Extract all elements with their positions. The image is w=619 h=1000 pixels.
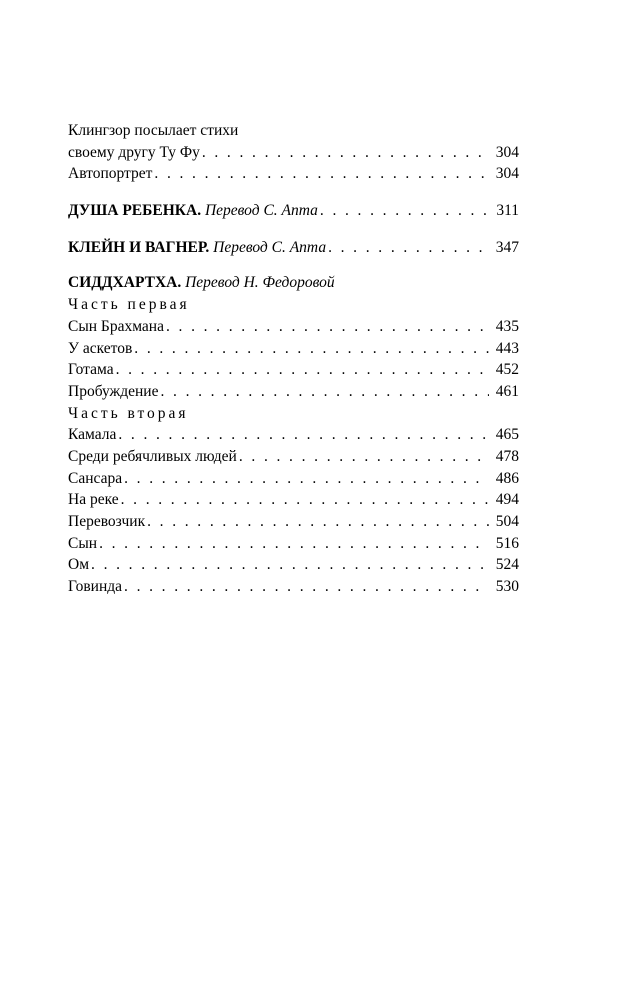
toc-entry-selfportrait[interactable] (68, 163, 519, 185)
toc-entry[interactable] (68, 468, 519, 490)
table-of-contents (68, 120, 519, 598)
toc-entry-title: Перевозчик (68, 513, 146, 530)
toc-entry-klein-wagner[interactable] (68, 237, 519, 259)
dot-leader (124, 576, 489, 598)
toc-entry-title-line: Клингзор посылает стихи (68, 122, 239, 139)
dot-leader (91, 554, 489, 576)
toc-entry-title: На реке (68, 491, 119, 509)
toc-page-number: 524 (495, 556, 519, 574)
toc-entry-title: Говинда (68, 578, 123, 596)
dot-leader (239, 446, 489, 468)
toc-entry-title: Среди ребячливых людей (68, 447, 237, 465)
toc-page-number: 435 (495, 317, 519, 335)
toc-page-number: 494 (495, 491, 519, 509)
dot-leader (154, 163, 489, 185)
toc-entry[interactable] (68, 554, 519, 576)
toc-page-number: 516 (495, 534, 519, 552)
part-two-list (68, 424, 519, 598)
dot-leader (166, 316, 489, 338)
dot-leader (118, 424, 489, 446)
toc-entry[interactable] (68, 359, 519, 381)
toc-entry-title: Пробуждение (68, 382, 159, 400)
dot-leader (99, 533, 489, 555)
dot-leader (202, 142, 489, 164)
work-title: ДУША РЕБЕНКА. (68, 202, 202, 220)
toc-entry-title: Готама (68, 361, 114, 379)
part-one-list (68, 316, 519, 403)
toc-entry[interactable] (68, 381, 519, 403)
translator-credit: Перевод Н. Федоровой (185, 274, 335, 292)
translator-credit: Перевод С. Апта (213, 238, 327, 256)
toc-entry[interactable] (68, 446, 519, 468)
toc-section-siddhartha (68, 272, 519, 294)
toc-entry-title: своему другу Ту Фу (68, 143, 200, 161)
dot-leader (134, 338, 489, 360)
toc-entry[interactable] (68, 533, 519, 555)
toc-entry-title: У аскетов (68, 339, 133, 357)
toc-entry[interactable] (68, 576, 519, 598)
toc-entry[interactable] (68, 511, 519, 533)
toc-entry-title: Сын Брахмана (68, 317, 164, 335)
work-title: КЛЕЙН И ВАГНЕР. (68, 238, 210, 256)
toc-page-number: 465 (495, 426, 519, 444)
toc-entry[interactable] (68, 424, 519, 446)
part-heading: Часть вторая (68, 404, 189, 422)
dot-leader (121, 489, 489, 511)
dot-leader (328, 237, 489, 259)
toc-page-number: 304 (495, 165, 519, 183)
part-heading: Часть первая (68, 296, 190, 314)
toc-page-number: 478 (495, 447, 519, 465)
toc-page-number: 530 (495, 578, 519, 596)
toc-entry-title: Ом (68, 556, 90, 574)
toc-entry-title: Автопортрет (68, 165, 153, 183)
toc-page-number: 347 (495, 238, 519, 256)
toc-page-number: 486 (495, 469, 519, 487)
dot-leader (147, 511, 489, 533)
toc-page-number: 504 (495, 513, 519, 530)
dot-leader (160, 381, 489, 403)
dot-leader (116, 359, 489, 381)
toc-entry-klingsor[interactable] (68, 142, 519, 164)
toc-page-number: 443 (495, 339, 519, 357)
toc-entry-title: Камала (68, 426, 117, 444)
translator-credit: Перевод С. Апта (204, 202, 318, 220)
dot-leader (124, 468, 489, 490)
toc-entry[interactable] (68, 489, 519, 511)
toc-page-number: 461 (495, 382, 519, 400)
dot-leader (320, 200, 489, 222)
toc-page-number: 311 (496, 202, 519, 220)
work-title: СИДДХАРТХА. (68, 274, 182, 292)
toc-page-number: 304 (495, 143, 519, 161)
toc-entry-title: Сын (68, 534, 98, 552)
toc-entry-dusha-rebenka[interactable] (68, 200, 519, 222)
toc-entry[interactable] (68, 338, 519, 360)
toc-entry-title: Сансара (68, 469, 123, 487)
toc-entry[interactable] (68, 316, 519, 338)
toc-page-number: 452 (495, 361, 519, 379)
